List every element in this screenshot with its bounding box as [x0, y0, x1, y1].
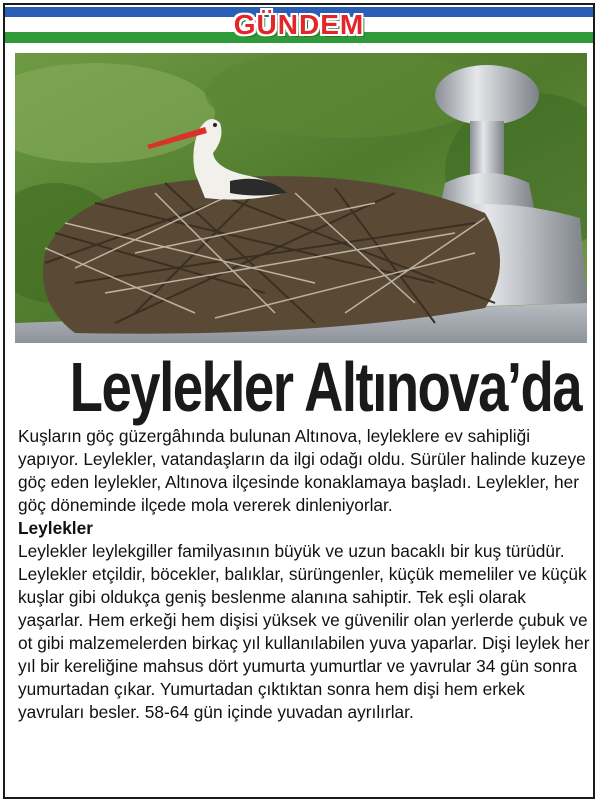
article-paragraph: Leylekler leylekgiller familyasının büyük ve uzun bacaklı bir kuş türüdür. Leylekler etçildir, böcekler, balıklar, sürüngenler, küçük memeliler ve küçük kuşlar gibi oldukça geniş beslenme alanına sahiptir. Tek eşli olarak yaşarlar. Hem erkeği hem dişisi yüksek ve güvenilir olan yerlerde çubuk ve ot gibi malzemelerden birkaç yıl kullanılabilen yuva yaparlar. Dişi leylek her yıl bir kereliğine mahsus dört yumurta yumurtlar ve yavrular 34 gün sonra yumurtadan çıkar. Yumurtadan çıktıktan sonra hem dişi hem erkek yavruları besler. 58-64 gün içinde yuvadan ayrılırlar. — [18, 541, 590, 722]
stork-nest-image — [15, 53, 587, 343]
article-headline: Leylekler Altınova’da — [69, 348, 582, 426]
section-label: GÜNDEM — [233, 9, 365, 40]
article-paragraph: Kuşların göç güzergâhında bulunan Altınova, leyleklere ev sahipliği yapıyor. Leylekler, vatandaşların da ilgi odağı oldu. Sürüler halinde kuzeye göç eden leylekler, Altınova ilçesinde konaklamaya başladı. Leylekler, her göç döneminde ilçede mola vererek dinleniyorlar. — [18, 426, 586, 515]
article-photo — [15, 53, 587, 343]
article-subhead: Leylekler — [18, 518, 93, 538]
news-page — [3, 3, 595, 799]
section-banner — [5, 5, 593, 45]
article-body — [18, 425, 590, 724]
